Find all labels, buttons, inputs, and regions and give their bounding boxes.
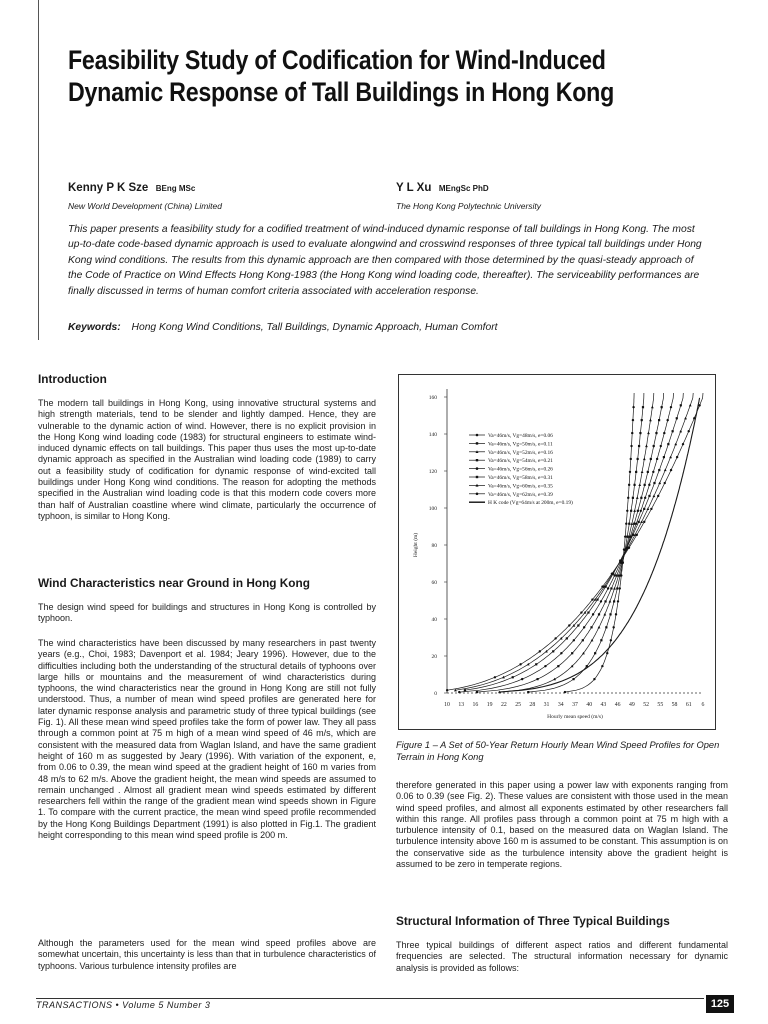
- author-affiliation: New World Development (China) Limited: [68, 201, 223, 211]
- y-tick-label: 80: [431, 543, 437, 549]
- profile-marker: [566, 637, 568, 639]
- profile-marker: [684, 417, 687, 420]
- profile-marker: [647, 507, 650, 510]
- profile-marker: [536, 678, 538, 680]
- profile-marker: [527, 691, 529, 693]
- profile-marker: [564, 691, 566, 693]
- profile-marker: [650, 508, 652, 510]
- profile-marker: [572, 678, 574, 680]
- profile-marker: [613, 600, 615, 602]
- x-tick-label: 10: [444, 702, 450, 708]
- x-tick-label: 55: [657, 702, 664, 708]
- profile-marker: [643, 508, 645, 510]
- profile-marker: [620, 560, 622, 562]
- profile-marker: [636, 534, 638, 536]
- profile-marker: [641, 419, 643, 421]
- y-tick-label: 140: [428, 432, 437, 438]
- profile-marker: [626, 510, 628, 512]
- profile-marker: [640, 520, 643, 523]
- structural-paragraph: Three typical buildings of different aspect ratios and different fundamental frequencies are selected. The structural information necessary for dynamic analysis is provided as follows:: [396, 940, 728, 973]
- y-tick-label: 20: [431, 654, 437, 660]
- profile-marker: [630, 510, 632, 512]
- profile-marker: [676, 456, 678, 458]
- footer-journal: TRANSACTIONS • Volume 5 Number 3: [36, 1000, 211, 1010]
- y-tick-label: 160: [428, 395, 437, 401]
- profile-marker: [625, 523, 627, 525]
- x-tick-label: 13: [458, 702, 465, 708]
- x-tick-label: 28: [529, 702, 536, 708]
- profile-marker: [535, 663, 537, 665]
- legend-marker: [476, 459, 478, 461]
- keywords-label: Keywords:: [68, 322, 121, 333]
- section-heading-introduction: Introduction: [38, 372, 107, 386]
- profile-marker: [476, 691, 478, 693]
- profile-marker: [663, 432, 665, 434]
- profile-marker: [632, 497, 634, 499]
- y-tick-label: 60: [431, 580, 437, 586]
- profile-marker: [624, 535, 626, 537]
- abstract: This paper presents a feasibility study for a codified treatment of wind-induced dynamic response of tall buildings in Hong Kong. The most up-to-date code-based dynamic approach is used to evaluate alongwind and crosswind responses of three typical tall buildings under Hong Kong wind conditions. The results from this dynamic approach are then compared with those determined by the quasi-steady approach of the Code of Practice on Wind Effects Hong Kong-1983 (the Hong Kong wind loading code, thereafter). The serviceability performances are finally discussed in terms of human comfort criteria associated with acceleration response.: [68, 224, 702, 297]
- profile-marker: [672, 430, 674, 432]
- x-tick-label: 16: [472, 702, 479, 708]
- profile-marker: [661, 406, 663, 408]
- profile-marker: [643, 521, 645, 523]
- profile-marker: [645, 445, 648, 448]
- profile-marker: [647, 471, 649, 473]
- profile-marker: [670, 469, 672, 471]
- profile-marker: [657, 495, 659, 497]
- profile-marker: [512, 676, 514, 678]
- profile-marker: [601, 585, 603, 587]
- author-name: Y L Xu: [396, 182, 432, 194]
- profile-marker: [554, 637, 556, 639]
- x-tick-label: 46: [614, 702, 621, 708]
- profile-marker: [666, 419, 668, 421]
- profile-marker: [628, 523, 630, 525]
- legend-entry: H K code (Vg=64m/s at 200m, e=0.19): [488, 500, 573, 507]
- profile-marker: [613, 587, 616, 590]
- profile-marker: [600, 639, 602, 641]
- profile-marker: [571, 652, 573, 654]
- profile-marker: [464, 689, 466, 691]
- profile-marker: [637, 458, 639, 460]
- profile-marker: [609, 600, 612, 603]
- y-tick-label: 120: [428, 469, 437, 475]
- article-title: Feasibility Study of Codification for Wind-Induced Dynamic Response of Tall Buildings in Hong Kong: [68, 45, 615, 107]
- profile-marker: [689, 404, 692, 407]
- profile-marker: [560, 652, 562, 654]
- profile-marker: [664, 469, 667, 472]
- legend-marker: [476, 442, 478, 444]
- legend-marker: [476, 493, 479, 496]
- profile-marker: [605, 626, 607, 628]
- keywords-text: Hong Kong Wind Conditions, Tall Buildings, Dynamic Approach, Human Comfort: [131, 322, 498, 333]
- profile-marker: [658, 419, 660, 421]
- section-heading-wind-characteristics: Wind Characteristics near Ground in Hong Kong: [38, 576, 310, 590]
- profile-marker: [573, 639, 575, 641]
- author-2: [396, 178, 541, 211]
- author-qualifications: MEngSc PhD: [438, 184, 489, 193]
- profile-marker: [611, 572, 613, 574]
- legend-marker: [476, 476, 478, 478]
- profile-marker: [594, 652, 596, 654]
- profile-marker: [637, 510, 639, 512]
- profile-marker: [676, 417, 678, 419]
- wind-paragraph-2: The wind characteristics have been discussed by many researchers in past twenty years (e.g., Choi, 1983; Davenport et al. 1984; Jeary 1996). However, due to the difficulties including both the understanding of the structural details of typhoons over large hills or mountains and the measurement of wind characteristics during typhoons, the wind characteristics near the ground in Hong Kong are still not fully understood. Thus, a number of mean wind speed profiles are generated here for later dynamic response analysis and parametric study of three typical buildings (see Fig. 1). All these mean wind speed profiles take the form of power law. They all pass through a common point at 75 m high of a mean wind speed of 46 m/s, which are consistent with the measured data from Waglan Island, and have the same gradient height of 160 m as suggested by Jeary (1996). With variation of the exponent, e, from 0.06 to 0.39, the mean wind speed at the gradient height of 160 m varies from 48 m/s to 62 m/s. Above the gradient height, the mean wind speeds are assumed to remain unchanged . Almost all gradient mean wind speeds estimated by different researchers fell within the range of the gradient mean wind speeds shown in Figure 1. To compare with the current practice, the mean wind speed profile recommended by the Hong Kong Buildings Department (1991) is also plotted in Fig.1. The gradient height corresponding to this mean wind speed profile is 200 m.: [38, 638, 376, 841]
- legend-entry: Va=46m/s, Vg=62m/s, e=0.39: [488, 491, 553, 498]
- profile-marker: [650, 458, 652, 460]
- profile-marker: [670, 406, 672, 408]
- profile-marker: [600, 600, 602, 602]
- profile-marker: [632, 419, 634, 421]
- y-axis-label: Height (m): [413, 532, 419, 558]
- profile-marker: [638, 483, 641, 486]
- profile-line-1: [565, 393, 634, 692]
- profile-marker: [658, 482, 661, 485]
- x-tick-label: 43: [600, 702, 607, 708]
- x-tick-label: 31: [543, 702, 550, 708]
- profile-marker: [521, 678, 523, 680]
- profile-marker: [633, 509, 636, 512]
- profile-marker: [682, 443, 684, 445]
- profile-marker: [592, 613, 594, 615]
- profile-marker: [583, 626, 585, 628]
- profile-marker: [679, 430, 682, 433]
- profile-marker: [617, 600, 619, 602]
- author-affiliation: The Hong Kong Polytechnic University: [396, 201, 542, 211]
- profile-marker: [609, 613, 611, 615]
- profile-marker: [593, 678, 595, 680]
- profile-marker: [631, 432, 633, 434]
- profile-marker: [598, 626, 601, 629]
- profile-marker: [641, 470, 644, 473]
- profile-marker: [557, 665, 559, 667]
- legend-entry: Va=46m/s, Vg=50m/s, e=0.11: [488, 441, 553, 448]
- profile-marker: [580, 611, 582, 613]
- profile-marker: [633, 523, 635, 525]
- legend-marker: [476, 467, 479, 470]
- profile-marker: [629, 471, 631, 473]
- wind-paragraph-3: Although the parameters used for the mean wind speed profiles above are somewhat uncertain, this uncertainty is less than that in turbulence characteristics of typhoons. Various turbulence intensity profiles are: [38, 938, 376, 971]
- profile-marker: [577, 624, 579, 626]
- profile-marker: [648, 484, 650, 486]
- legend-marker: [476, 434, 479, 437]
- profile-marker: [649, 419, 652, 422]
- profile-marker: [635, 523, 637, 525]
- profile-marker: [628, 547, 630, 549]
- profile-marker: [590, 626, 592, 628]
- profile-marker: [653, 494, 656, 497]
- profile-marker: [587, 611, 589, 613]
- profile-marker: [644, 497, 646, 499]
- profile-marker: [664, 482, 666, 484]
- x-tick-label: 58: [671, 702, 678, 708]
- profile-marker: [655, 432, 657, 434]
- profile-marker: [458, 691, 460, 693]
- x-tick-label: 49: [628, 702, 635, 708]
- profile-marker: [680, 404, 682, 406]
- profile-marker: [635, 471, 637, 473]
- profile-marker: [653, 445, 655, 447]
- figure-1-chart: [398, 374, 716, 730]
- legend-entry: Va=46m/s, Vg=54m/s, e=0.21: [488, 458, 553, 465]
- figure-1-caption: Figure 1 – A Set of 50-Year Return Hourly Mean Wind Speed Profiles for Open Terrain in Hong Kong: [396, 740, 720, 762]
- legend-entry: Va=46m/s, Vg=60m/s, e=0.35: [488, 483, 553, 490]
- profile-marker: [639, 432, 641, 434]
- profile-marker: [627, 497, 629, 499]
- profile-marker: [446, 689, 448, 691]
- x-tick-label: 19: [486, 702, 493, 708]
- profile-marker: [628, 484, 630, 486]
- profile-marker: [616, 574, 618, 576]
- profile-marker: [638, 521, 640, 523]
- y-tick-label: 40: [431, 617, 437, 623]
- profile-marker: [607, 587, 609, 589]
- profile-marker: [647, 432, 650, 435]
- profile-marker: [632, 534, 634, 536]
- profile-marker: [619, 587, 621, 589]
- profile-marker: [633, 484, 635, 486]
- author-name: Kenny P K Sze: [68, 182, 149, 194]
- profile-marker: [640, 510, 642, 512]
- profile-marker: [663, 456, 665, 458]
- x-tick-label: 22: [500, 702, 507, 708]
- legend-entry: Va=46m/s, Vg=56m/s, e=0.26: [488, 466, 553, 473]
- profile-marker: [648, 495, 650, 497]
- page-number: 125: [706, 995, 734, 1013]
- profile-marker: [652, 471, 654, 473]
- footer-rule: [36, 998, 704, 999]
- section-heading-structural-information: Structural Information of Three Typical Buildings: [396, 914, 670, 928]
- profile-marker: [598, 613, 600, 615]
- legend-entry: Va=46m/s, Vg=52m/s, e=0.16: [488, 449, 553, 456]
- profile-marker: [527, 663, 530, 666]
- profile-marker: [667, 443, 669, 445]
- profile-marker: [674, 443, 677, 446]
- x-tick-label: 34: [557, 702, 564, 708]
- profile-marker: [596, 598, 598, 600]
- y-tick-label: 100: [428, 506, 437, 512]
- profile-marker: [615, 613, 617, 615]
- profile-marker: [612, 626, 614, 628]
- profile-marker: [568, 624, 570, 626]
- x-tick-label: 61: [685, 702, 692, 708]
- profile-marker: [604, 600, 606, 602]
- keywords: [68, 322, 498, 333]
- profile-marker: [630, 522, 633, 525]
- profile-marker: [640, 497, 642, 499]
- wind-paragraph-4: therefore generated in this paper using a power law with exponents ranging from 0.06 to 0.39 (see Fig. 2). These values are consistent with those used in the mean wind speed profiles, and almost all exponents estimated by other researchers fall within this range. All profiles pass through a common point at 75 m high with a turbulence intensity of 0.1, based on the measured data on Waglan Island. The turbulence intensity above 160 m is assumed to be constant. This assumption is on the conservative side as the turbulence intensity above the gradient height is assumed to be zero in temperate regions.: [396, 780, 728, 870]
- legend-entry: Va=46m/s, Vg=58m/s, e=0.31: [488, 475, 553, 481]
- profile-marker: [636, 496, 639, 499]
- profile-marker: [544, 665, 546, 667]
- x-tick-label: 6: [701, 702, 705, 708]
- author-1: [68, 178, 222, 211]
- y-tick-label: 0: [434, 691, 437, 697]
- legend-entry: Va=46m/s, Vg=48m/s, e=0.06: [488, 433, 553, 439]
- profile-marker: [653, 482, 655, 484]
- profile-marker: [539, 650, 541, 652]
- x-tick-label: 37: [572, 702, 578, 708]
- profile-marker: [638, 445, 640, 447]
- introduction-paragraph: The modern tall buildings in Hong Kong, using innovative structural systems and high strength materials, tend to be slender and lightly damped. Hence, they are vulnerable to the dynamic action of wind. However, there is no explicit provision in the Hong Kong wind loading code (1983) for structural engineers to estimate wind-induced dynamic effects on tall buildings. This paper thus uses the most up-to-date dynamic approach as specified in the Australian wind loading code (1989) to carry out a feasibility study of codification for dynamic response of wind-excited tall buildings under Hong Kong wind conditions. The reason for adopting the methods specified in the Australian wind loading code is that this modern code covers more than half of Australian coastline where wind climate, particularly the occurrence of typhoon, is similar to Hong Kong.: [38, 398, 376, 521]
- profile-marker: [519, 663, 521, 665]
- author-qualifications: BEng MSc: [155, 184, 196, 193]
- profile-marker: [494, 676, 496, 678]
- profile-marker: [606, 652, 608, 654]
- profile-marker: [603, 613, 606, 616]
- profile-marker: [643, 457, 646, 460]
- profile-marker: [644, 484, 646, 486]
- profile-marker: [656, 458, 658, 460]
- wind-paragraph-1: The design wind speed for buildings and structures in Hong Kong is controlled by typhoon.: [38, 602, 376, 624]
- x-tick-label: 25: [515, 702, 522, 708]
- x-tick-label: 40: [586, 702, 593, 708]
- profile-marker: [601, 665, 603, 667]
- profile-marker: [651, 406, 654, 409]
- profile-marker: [669, 456, 672, 459]
- profile-marker: [610, 587, 612, 589]
- margin-rule: [38, 0, 39, 340]
- wind-profile-plot: [399, 375, 717, 731]
- profile-marker: [582, 639, 584, 641]
- profile-marker: [632, 406, 634, 408]
- profile-marker: [658, 469, 660, 471]
- profile-marker: [630, 458, 632, 460]
- x-axis-label: Hourly mean speed (m/s): [547, 714, 603, 720]
- x-tick-label: 52: [643, 702, 650, 708]
- profile-marker: [660, 445, 662, 447]
- profile-line-8: [447, 393, 703, 690]
- profile-marker: [642, 406, 644, 408]
- profile-marker: [552, 650, 554, 652]
- profile-marker: [591, 598, 593, 600]
- profile-marker: [616, 587, 618, 589]
- profile-marker: [688, 430, 690, 432]
- profile-marker: [610, 639, 612, 641]
- profile-marker: [630, 445, 632, 447]
